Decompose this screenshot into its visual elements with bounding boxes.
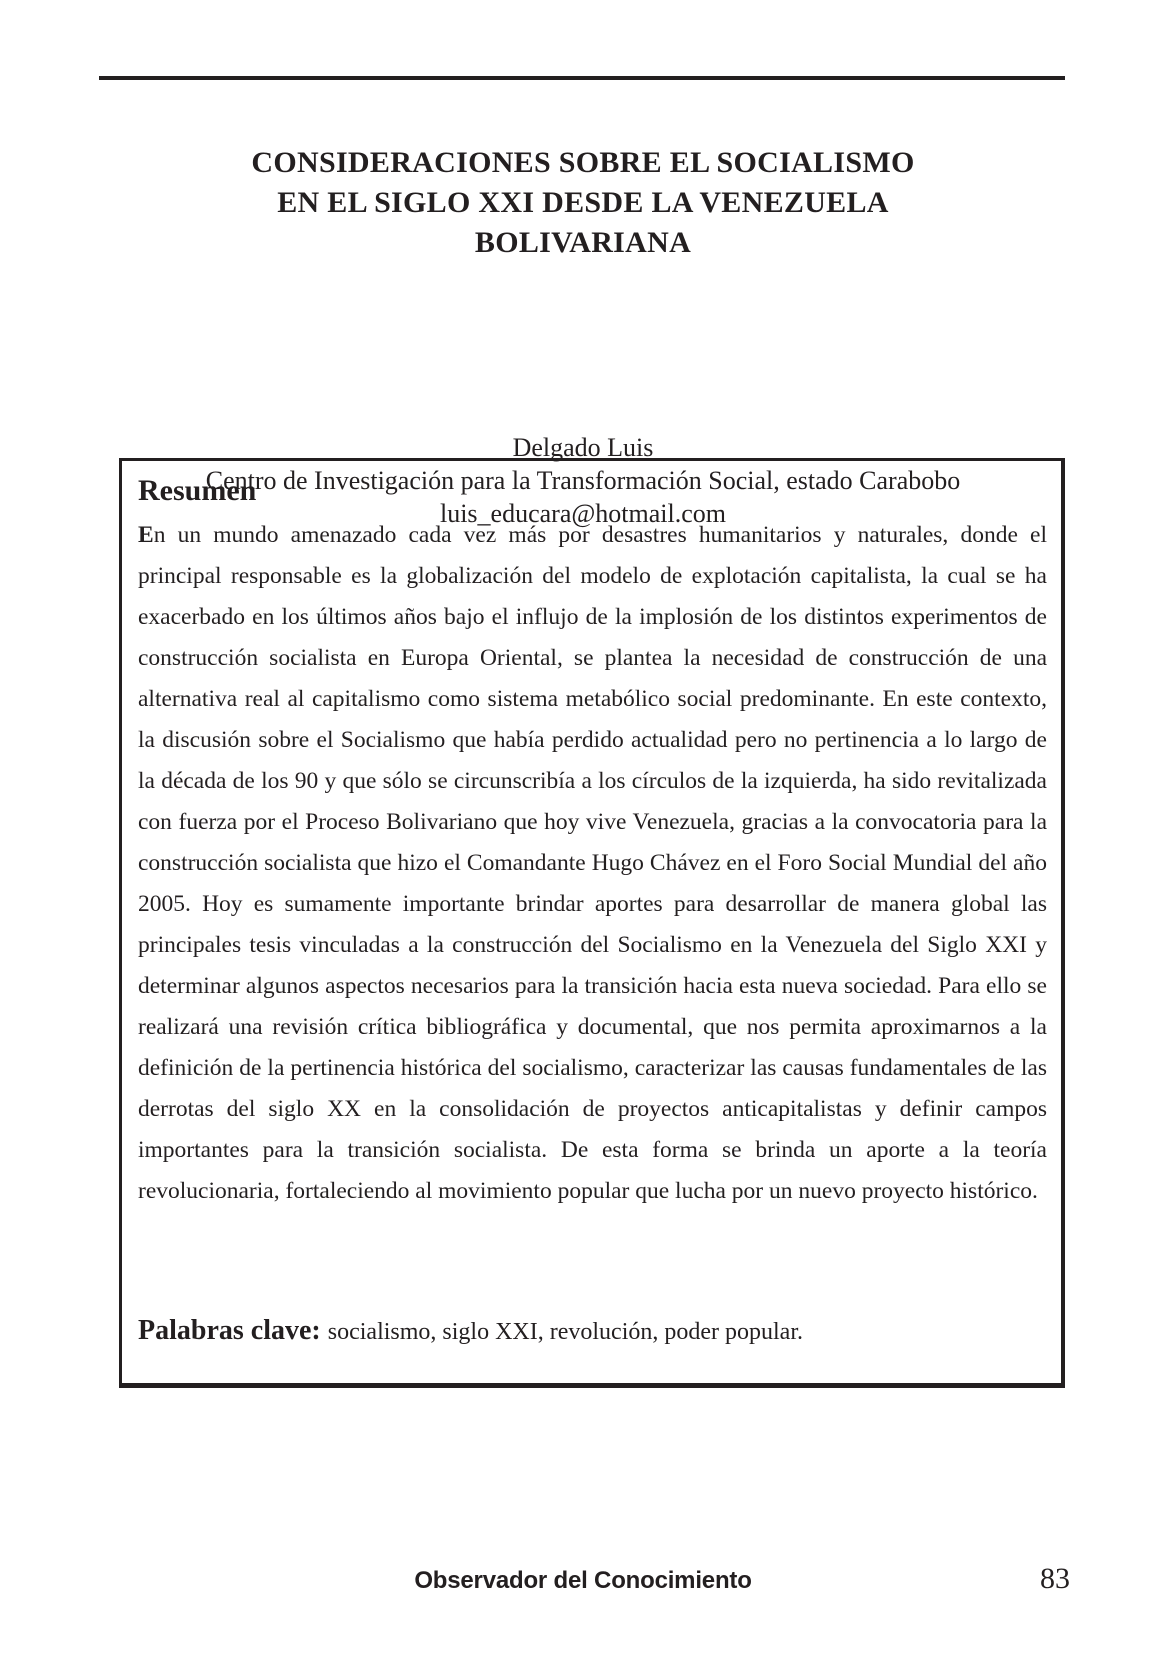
abstract-heading: Resumen — [138, 474, 257, 507]
journal-name: Observador del Conocimiento — [414, 1567, 752, 1594]
page-number: 83 — [1040, 1562, 1070, 1595]
abstract-body-text: n un mundo amenazado cada vez más por desastres humanitarios y naturales, donde el principal responsable es la globalización del modelo de explotación capitalista, la cual se ha exacerbado en los últimos años bajo el influjo de la implosión de los distintos experimentos de construcción socialista en Europa Oriental, se plantea la necesidad de construcción de una alternativa real al capitalismo como sistema metabólico social predominante. En este contexto, la discusión sobre el Socialismo que había perdido actualidad pero no pertinencia a lo largo de la década de los 90 y que sólo se circunscribía a los círculos de la izquierda, ha sido revitalizada con fuerza por el Proceso Bolivariano que hoy vive Venezuela, gracias a la convocatoria para la construcción socialista que hizo el Comandante Hugo Chávez en el Foro Social Mundial del año 2005. Hoy es sumamente importante brindar aportes para desarrollar de manera global las principales tesis vinculadas a la construcción del Socialismo en la Venezuela del Siglo XXI y determinar algunos aspectos necesarios para la transición hacia esta nueva sociedad. Para ello se realizará una revisión crítica bibliográfica y documental, que nos permita aproximarnos a la definición de la pertinencia histórica del socialismo, caracterizar las causas fundamentales de las derrotas del siglo XX en la consolidación de proyectos anticapitalistas y definir campos importantes para la transición socialista. De esta forma se brinda un aporte a la teoría revolucionaria, fortaleciendo al movimiento popular que lucha por un nuevo proyecto histórico. — [138, 522, 1047, 1204]
title-line-2: EN EL SIGLO XXI DESDE LA VENEZUELA — [277, 186, 889, 219]
keywords-text: socialismo, siglo XXI, revolución, poder popular. — [327, 1319, 804, 1345]
author-name: Delgado Luis — [512, 433, 654, 462]
abstract-lead-letter: E — [138, 522, 154, 548]
title-line-3: BOLIVARIANA — [474, 226, 692, 259]
author-affiliation: Centro de Investigación para la Transformación Social, estado Carabobo — [205, 466, 961, 495]
author-email: luis_educara@hotmail.com — [439, 499, 727, 528]
keywords-line — [138, 1314, 1047, 1349]
abstract-box — [119, 458, 1065, 1388]
header-rule — [99, 76, 1065, 80]
article-title — [0, 143, 1166, 263]
keywords-label: Palabras clave: — [138, 1315, 321, 1346]
abstract-paragraph — [138, 515, 1047, 1212]
title-line-1: CONSIDERACIONES SOBRE EL SOCIALISMO — [251, 146, 915, 179]
